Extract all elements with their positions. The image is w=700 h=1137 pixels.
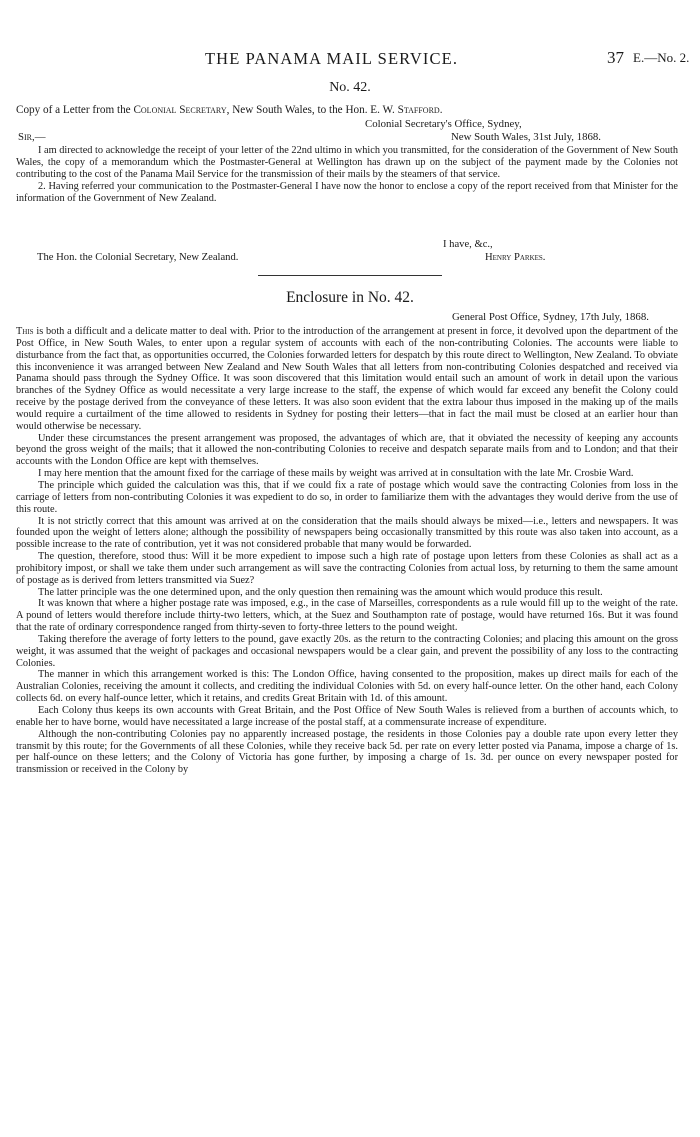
- enclosure-paragraph: The question, therefore, stood thus: Will it be more expedient to impose such a high rate of postage upon letters from these Colonies as shall act as a prohibitory impost, or shall we take them under such arrangement as will save the contracting Colonies from actual loss, by returning to them the same amount of postage as is derived from letters transmitted via Suez?: [16, 551, 678, 586]
- enclosure-dateline: General Post Office, Sydney, 17th July, 1868.: [452, 311, 649, 323]
- salutation: Sir,—: [18, 131, 46, 143]
- enclosure-paragraph: Each Colony thus keeps its own accounts with Great Britain, and the Post Office of New South Wales is relieved from a burthen of accounts which, to enable her to have borne, would have necessitated a large increase of the postal staff, at a commensurate increase of expenditure.: [16, 705, 678, 728]
- letter-paragraph-2: 2. Having referred your communication to the Postmaster-General I have now the honor to enclose a copy of the report received from that Minister for the information of the Government of New Zealand.: [16, 181, 678, 205]
- letter-body: [16, 145, 678, 205]
- document-reference: E.—No. 2.: [633, 50, 690, 65]
- running-title: THE PANAMA MAIL SERVICE.: [205, 49, 459, 68]
- letter-date: New South Wales, 31st July, 1868.: [451, 131, 601, 143]
- caption-sender: Colonial Secretary: [133, 104, 227, 116]
- enclosure-paragraph: [16, 326, 678, 433]
- letter-caption: [16, 103, 690, 117]
- caption-prefix: Copy of a Letter from the: [16, 104, 134, 116]
- enclosure-paragraph: The latter principle was the one determined upon, and the only question then remaining was the amount which would produce this result.: [38, 586, 603, 598]
- enclosure-paragraph: Although the non-contributing Colonies pay no apparently increased postage, the residents in those Colonies pay a double rate upon every letter they transmit by this route; for the Governments of all these Colonies, while they receive back 5d. per rate on every letter posted via Panama, impose a charge of 1s. per half-ounce on these letters; and the Colony of Victoria has gone further, by imposing a charge of 1s. 3d. per ounce on every newspaper posted for transmission or received in the Colony by: [16, 728, 678, 776]
- enclosure-paragraph: Under these circumstances the present arrangement was proposed, the advantages of which are, that it obviated the necessity of keeping any accounts beyond the gross weight of the mails; that it allowed the non-contributing Colonies to receive and despatch separate mails from and to London; and that their accounts with the London Office are kept with themselves.: [16, 432, 678, 468]
- enclosure-paragraph-text: is both a difficult and a delicate matter to deal with. Prior to the introduction of the arrangement at present in force, it devolved upon the department of the Post Office, in New South Wales, to enter upon a regular system of accounts with each of the non-contributing Colonies. The accounts were liable to disturbance from the fact that, as opportunities occurred, the Colonies forwarded letters for despatch by this route direct to Wellington, New Zealand. To obviate this inconvenience it was arranged between New Zealand and New South Wales that all letters from non-contributing Colonies despatched and received via Panama should pass through the Sydney Office. It was soon discovered that this limitation would entail such an amount of work in detail upon the various branches of the Sydney Office as would necessitate a very large increase to the staff, the expense of which would far exceed any benefit the Colony could receive by the postage derived from the conveyance of these letters. It was also soon evident that the extra labour thus imposed in the making up of the mails would require a curtailment of the time allowed to residents in Sydney for posting their letters—that in fact the mail must be closed at an earlier hour than would otherwise be necessary.: [16, 326, 679, 432]
- addressee: The Hon. the Colonial Secretary, New Zealand.: [37, 252, 239, 263]
- enclosure-body: [16, 326, 678, 776]
- opening-word: This: [16, 326, 34, 337]
- enclosure-paragraph: Taking therefore the average of forty letters to the pound, gave exactly 20s. as the return to the contracting Colonies; and placing this amount on the gross weight, it was assumed that the weight of packages and occasional newspapers would be a clear gain, and prevent the possibility of any loss to the contracting Colonies.: [16, 633, 678, 669]
- office-line: Colonial Secretary's Office, Sydney,: [365, 118, 522, 130]
- caption-recipient: Stafford: [397, 104, 440, 116]
- page-number: 37: [607, 48, 624, 67]
- enclosure-paragraph: It was known that where a higher postage rate was imposed, e.g., in the case of Marseilles, correspondents as a rule would fill up to the weight of the rate. A pound of letters would therefore include thirty-two letters, which, at the Suez and Southampton rate of postage, would have returned 16s. But it was found that the rate of ordinary correspondence ranged from thirty-seven to forty-three letters to the pound weight.: [16, 598, 678, 634]
- letter-number: No. 42.: [329, 80, 371, 95]
- closing: I have, &c.,: [443, 239, 493, 250]
- enclosure-heading: Enclosure in No. 42.: [286, 289, 414, 306]
- enclosure-paragraph: The principle which guided the calculation was this, that if we could fix a rate of postage which would save the contracting Colonies from loss in the carriage of letters from non-contributing Colonies it was expedient to do so, in order to familiarize them with the advantages they would derive from the use of this route.: [16, 479, 678, 515]
- enclosure-paragraph: I may here mention that the amount fixed for the carriage of these mails by weight was arrived at in consultation with the late Mr. Crosbie Ward.: [38, 468, 634, 480]
- section-divider: [258, 275, 442, 276]
- enclosure-paragraph: The manner in which this arrangement worked is this: The London Office, having consented to the proposition, makes up direct mails for each of the Australian Colonies, receiving the amount it collects, and crediting the individual Colonies with 5d. on every half-ounce letter. On the other hand, each Colony collects 6d. on every half-ounce letter, which it retains, and credits Great Britain with 1d. of this amount.: [16, 669, 678, 705]
- signature: Henry Parkes.: [485, 252, 546, 263]
- caption-end: .: [439, 104, 443, 116]
- running-head: [0, 49, 700, 71]
- caption-middle: , New South Wales, to the Hon. E. W.: [226, 104, 398, 116]
- letter-paragraph-1: I am directed to acknowledge the receipt of your letter of the 22nd ultimo in which you transmitted, for the consideration of the Government of New South Wales, the copy of a memorandum which the Postmaster-General at Wellington has drawn up on the subject of the payment made by the Colonies not contributing to the cost of the Panama Mail Service for the transmission of their mails by the steamers of that service.: [16, 145, 678, 181]
- enclosure-paragraph: It is not strictly correct that this amount was arrived at on the consideration that the mails should always be mixed—i.e., letters and newspapers. It was founded upon the weight of letters alone; although the possibility of newspapers being occasionally transmitted by this route was also taken into account, as a possible increase to the rate of contribution, yet it was not considered probable that many would be forwarded.: [16, 515, 678, 551]
